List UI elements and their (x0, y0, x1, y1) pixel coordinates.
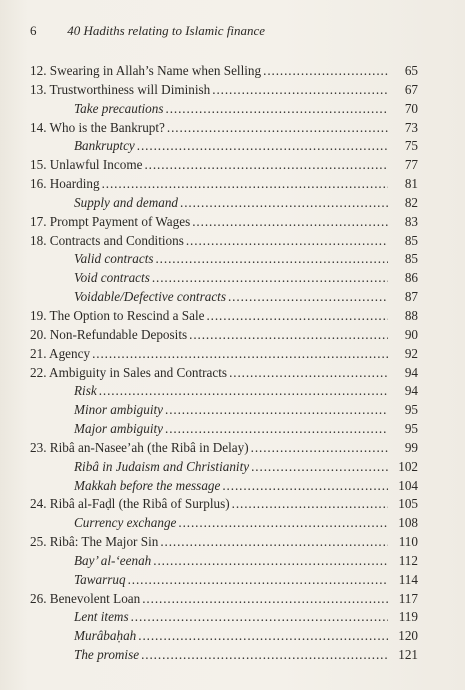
toc-entry-page: 102 (398, 458, 418, 474)
toc-entry-title: Currency exchange (74, 515, 177, 531)
dot-leader (142, 590, 388, 609)
page-number: 6 (30, 23, 37, 38)
dot-leader (167, 119, 388, 138)
toc-subentry (30, 514, 418, 533)
dot-leader (141, 646, 388, 665)
toc-entry (30, 119, 418, 138)
toc-entry (30, 533, 418, 552)
running-title: 40 Hadiths relating to Islamic finance (67, 23, 265, 38)
toc-entry-title: Supply and demand (74, 194, 179, 210)
dot-leader (251, 439, 388, 458)
toc-entry-page: 65 (404, 63, 418, 78)
dot-leader (92, 345, 388, 364)
dot-leader (166, 100, 389, 119)
toc-entry-page: 95 (404, 402, 418, 418)
toc-entry (30, 213, 418, 232)
toc-entry-title: 16. Hoarding (30, 176, 100, 192)
toc-subentry (30, 382, 418, 401)
toc-entry-page: 110 (398, 534, 418, 550)
toc-entry-title: Minor ambiguity (74, 402, 164, 418)
toc-entry-title: Murâbaḥah (74, 628, 137, 644)
toc-entry-page: 77 (404, 157, 418, 173)
toc-entry-title: 19. The Option to Rescind a Sale (30, 307, 205, 323)
toc-entry-title: Major ambiguity (74, 421, 164, 437)
dot-leader (153, 552, 388, 571)
dot-leader (99, 382, 388, 401)
toc-entry (30, 439, 418, 458)
toc-entry (30, 232, 418, 251)
toc-entry-page: 117 (398, 590, 418, 606)
toc-subentry (30, 137, 418, 156)
dot-leader (232, 495, 388, 514)
toc-entry-title: 15. Unlawful Income (30, 157, 143, 173)
toc-entry-title: 26. Benevolent Loan (30, 590, 141, 606)
toc-entry-page: 82 (404, 194, 418, 210)
toc-subentry (30, 571, 418, 590)
dot-leader (251, 458, 388, 477)
toc-subentry (30, 646, 418, 665)
toc-entry (30, 495, 418, 514)
toc-entry (30, 307, 418, 326)
toc-entry-page: 75 (404, 138, 418, 154)
toc-entry-page: 108 (398, 515, 418, 531)
toc-entry (30, 62, 418, 81)
dot-leader (138, 627, 388, 646)
toc-entry-page: 70 (404, 100, 418, 116)
table-of-contents (30, 62, 418, 665)
dot-leader (212, 81, 388, 100)
toc-entry (30, 175, 418, 194)
toc-entry (30, 364, 418, 383)
toc-entry-page: 73 (404, 119, 418, 135)
dot-leader (155, 250, 388, 269)
toc-entry-title: 21. Agency (30, 345, 91, 361)
dot-leader (152, 269, 388, 288)
toc-entry (30, 81, 418, 100)
toc-entry-page: 90 (404, 326, 418, 342)
toc-entry-page: 85 (404, 232, 418, 248)
toc-subentry (30, 100, 418, 119)
dot-leader (165, 401, 388, 420)
toc-entry-page: 119 (398, 609, 418, 625)
toc-subentry (30, 608, 418, 627)
toc-entry-page: 83 (404, 213, 418, 229)
dot-leader (228, 288, 388, 307)
toc-subentry (30, 194, 418, 213)
toc-entry-page: 88 (404, 307, 418, 323)
toc-entry-page: 95 (404, 421, 418, 437)
toc-subentry (30, 552, 418, 571)
toc-entry-title: Bankruptcy (74, 138, 135, 154)
toc-entry (30, 156, 418, 175)
toc-entry-title: Makkah before the message (74, 477, 221, 493)
toc-entry-page: 105 (398, 496, 418, 512)
toc-subentry (30, 250, 418, 269)
toc-entry-title: The promise (74, 647, 140, 663)
toc-subentry (30, 477, 418, 496)
toc-entry-title: Tawarruq (74, 571, 126, 587)
dot-leader (186, 232, 388, 251)
dot-leader (160, 533, 388, 552)
dot-leader (229, 364, 388, 383)
dot-leader (189, 326, 388, 345)
toc-entry-title: Lent items (74, 609, 129, 625)
dot-leader (144, 156, 388, 175)
toc-entry-page: 67 (404, 81, 418, 97)
toc-entry-page: 86 (404, 270, 418, 286)
toc-entry-title: Valid contracts (74, 251, 154, 267)
toc-entry-title: Void contracts (74, 270, 150, 286)
toc-entry (30, 326, 418, 345)
dot-leader (131, 608, 388, 627)
toc-entry-page: 94 (404, 383, 418, 399)
toc-entry-page: 121 (398, 647, 418, 663)
toc-entry-page: 120 (398, 628, 418, 644)
toc-subentry (30, 401, 418, 420)
toc-entry-title: 12. Swearing in Allah’s Name when Selling (30, 63, 262, 78)
dot-leader (165, 420, 388, 439)
toc-entry-title: 13. Trustworthiness will Diminish (30, 81, 211, 97)
toc-entry-title: Bay’ al-‘eenah (74, 552, 152, 568)
dot-leader (222, 477, 388, 496)
toc-entry-page: 92 (404, 345, 418, 361)
toc-entry-title: 17. Prompt Payment of Wages (30, 213, 191, 229)
toc-entry-title: 24. Ribâ al-Faḍl (the Ribâ of Surplus) (30, 496, 230, 512)
toc-subentry (30, 269, 418, 288)
toc-entry-title: Voidable/Defective contracts (74, 289, 226, 305)
toc-entry-title: 23. Ribâ an-Nasee’ah (the Ribâ in Delay) (30, 439, 249, 455)
toc-entry-title: Take precautions (74, 100, 164, 116)
toc-entry-title: 18. Contracts and Conditions (30, 232, 184, 248)
page-header (30, 22, 265, 40)
dot-leader (178, 514, 388, 533)
toc-entry-page: 87 (404, 289, 418, 305)
dot-leader (128, 571, 388, 590)
dot-leader (206, 307, 388, 326)
toc-entry-title: 25. Ribâ: The Major Sin (30, 534, 159, 550)
toc-entry-title: Ribâ in Judaism and Christianity (74, 458, 250, 474)
toc-entry-title: 22. Ambiguity in Sales and Contracts (30, 364, 228, 380)
dot-leader (137, 137, 388, 156)
toc-entry (30, 345, 418, 364)
toc-subentry (30, 458, 418, 477)
toc-entry-page: 112 (398, 552, 418, 568)
toc-entry-title: Risk (74, 383, 97, 399)
toc-entry-page: 99 (404, 439, 418, 455)
toc-entry-page: 104 (398, 477, 418, 493)
toc-entry-title: 14. Who is the Bankrupt? (30, 119, 165, 135)
dot-leader (263, 62, 388, 81)
toc-entry-page: 81 (404, 176, 418, 192)
toc-subentry (30, 627, 418, 646)
toc-entry-page: 94 (404, 364, 418, 380)
toc-entry (30, 590, 418, 609)
toc-entry-title: 20. Non-Refundable Deposits (30, 326, 188, 342)
dot-leader (192, 213, 388, 232)
toc-entry-page: 85 (404, 251, 418, 267)
toc-subentry (30, 288, 418, 307)
toc-subentry (30, 420, 418, 439)
toc-entry-page: 114 (398, 571, 418, 587)
dot-leader (180, 194, 388, 213)
dot-leader (102, 175, 388, 194)
